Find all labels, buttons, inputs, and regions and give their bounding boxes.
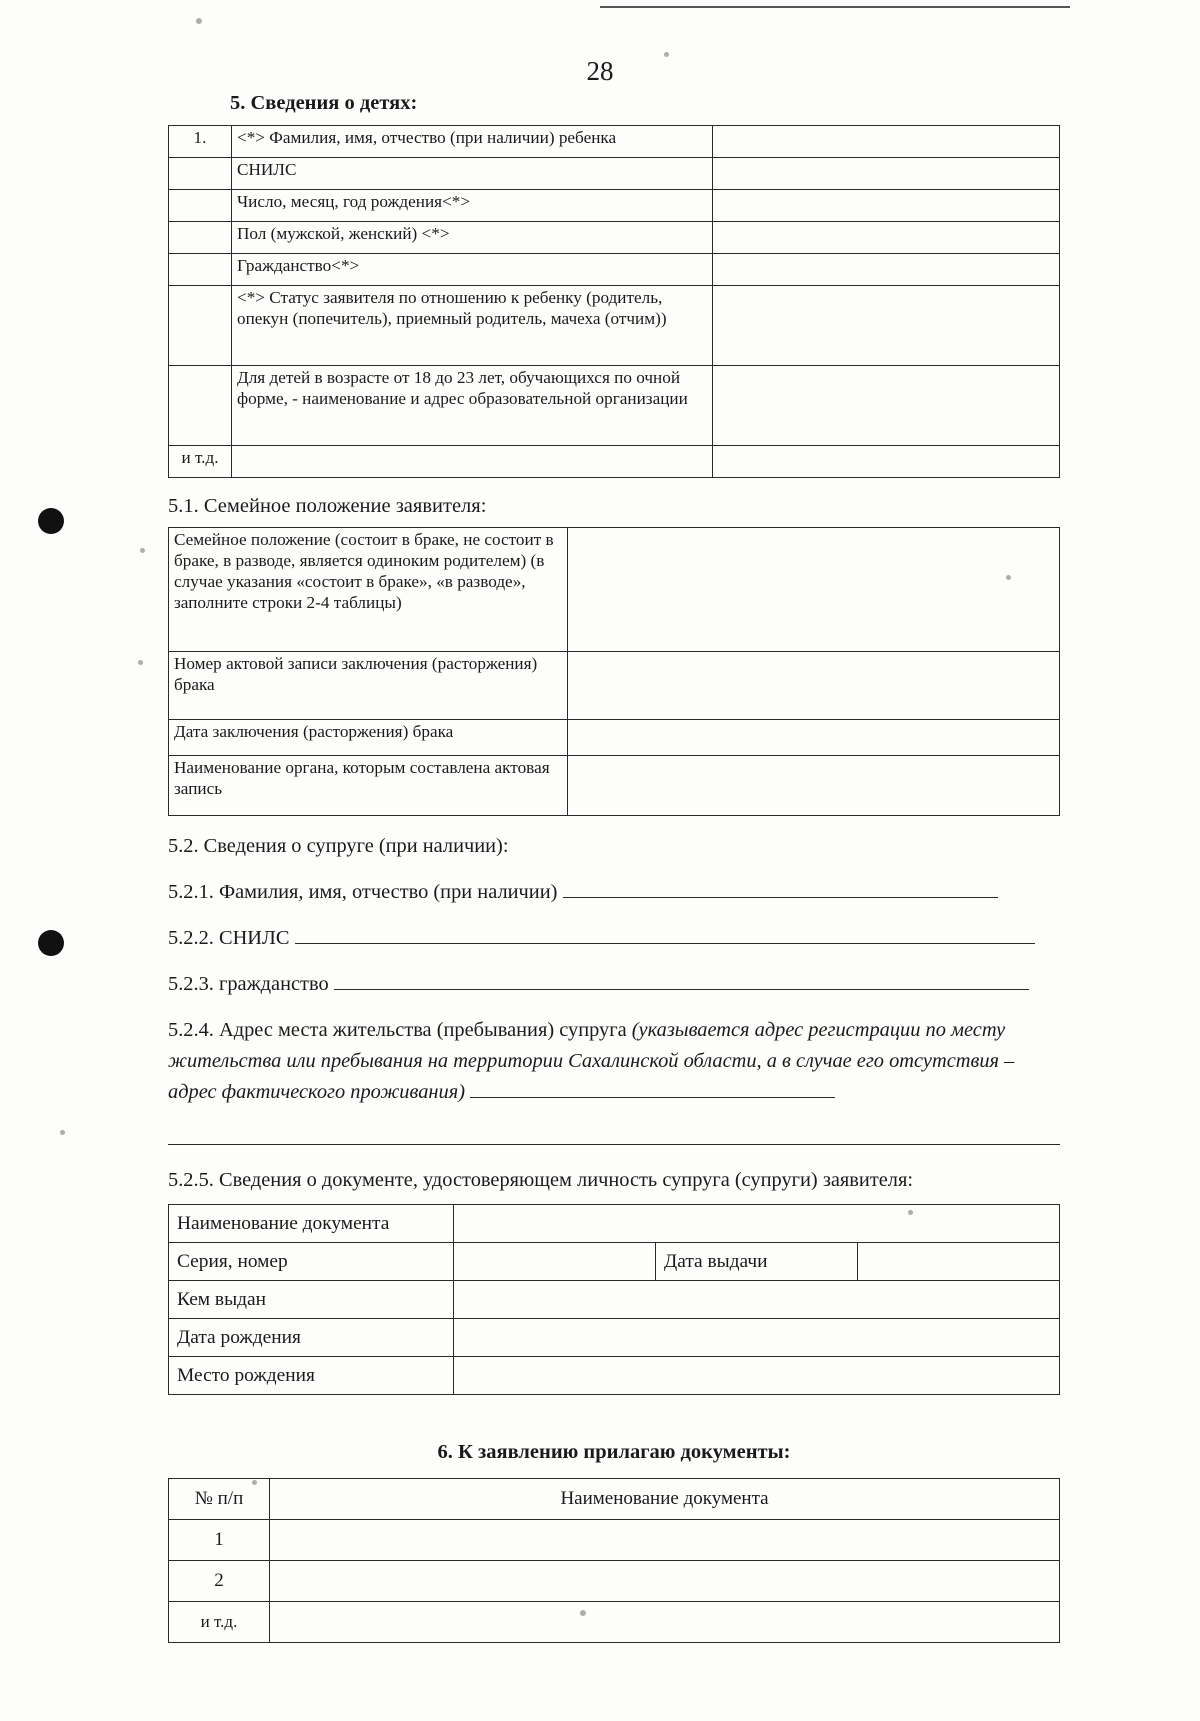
scan-speck (138, 660, 143, 665)
row-value[interactable] (713, 158, 1060, 190)
row-value[interactable] (568, 720, 1060, 756)
row-label: Пол (мужской, женский) <*> (232, 222, 713, 254)
table-row (169, 158, 1060, 190)
table-row (169, 652, 1060, 720)
row-value[interactable] (270, 1520, 1060, 1561)
row-label: Место рождения (169, 1357, 454, 1395)
row-label: Дата рождения (169, 1319, 454, 1357)
row-value[interactable] (454, 1319, 1060, 1357)
field-5-2-2-label: 5.2.2. СНИЛС (168, 927, 290, 950)
table-row (169, 286, 1060, 366)
column-header-document-name: Наименование документа (270, 1479, 1060, 1520)
row-label: Наименование органа, которым составлена актовая запись (169, 756, 568, 816)
row-label: Номер актовой записи заключения (расторжения) брака (169, 652, 568, 720)
row-number (169, 190, 232, 222)
row-value[interactable] (568, 528, 1060, 652)
row-value-2[interactable] (858, 1243, 1060, 1281)
table-row (169, 720, 1060, 756)
field-5-2-3-input[interactable] (334, 971, 1029, 990)
table-row (169, 1520, 1060, 1561)
field-5-2-1-label: 5.2.1. Фамилия, имя, отчество (при наличии) (168, 881, 558, 904)
marital-status-table (168, 527, 1060, 816)
table-row (169, 222, 1060, 254)
row-number (169, 222, 232, 254)
row-number (169, 366, 232, 446)
row-number (169, 286, 232, 366)
row-number: 1 (169, 1520, 270, 1561)
table-row (169, 190, 1060, 222)
table-row (169, 1281, 1060, 1319)
document-content (168, 92, 1060, 1643)
table-row (169, 528, 1060, 652)
row-number: 2 (169, 1561, 270, 1602)
column-header-number: № п/п (169, 1479, 270, 1520)
row-number: 1. (169, 126, 232, 158)
row-value[interactable] (568, 756, 1060, 816)
table-row (169, 366, 1060, 446)
table-row (169, 446, 1060, 478)
row-value[interactable] (713, 286, 1060, 366)
field-5-2-4-input-line2[interactable] (168, 1124, 1060, 1145)
binder-hole-bottom (38, 930, 64, 956)
row-value[interactable] (270, 1602, 1060, 1643)
row-value[interactable] (713, 126, 1060, 158)
row-label: Число, месяц, год рождения<*> (232, 190, 713, 222)
row-value[interactable] (713, 366, 1060, 446)
row-number (169, 254, 232, 286)
row-value[interactable] (713, 446, 1060, 478)
attached-documents-table (168, 1478, 1060, 1643)
row-number (169, 158, 232, 190)
row-label: <*> Фамилия, имя, отчество (при наличии) ребенка (232, 126, 713, 158)
binder-hole-top (38, 508, 64, 534)
field-5-2-4-label: 5.2.4. Адрес места жительства (пребывания) супруга (168, 1019, 627, 1042)
row-label: Семейное положение (состоит в браке, не состоит в браке, в разводе, является одиноким родителем) (в случае указания «состоит в браке», «в разводе», заполните строки 2-4 таблицы) (169, 528, 568, 652)
row-label: Дата заключения (расторжения) брака (169, 720, 568, 756)
table-row (169, 1357, 1060, 1395)
field-5-2-3 (168, 969, 1060, 1000)
row-label: СНИЛС (232, 158, 713, 190)
scan-speck (196, 18, 202, 24)
table-row (169, 1319, 1060, 1357)
field-5-2-4-input[interactable] (470, 1079, 835, 1098)
children-table (168, 125, 1060, 478)
scan-speck (60, 1130, 65, 1135)
row-value[interactable] (454, 1357, 1060, 1395)
table-header-row (169, 1479, 1060, 1520)
row-label (232, 446, 713, 478)
section-5-2-title: 5.2. Сведения о супруге (при наличии): (168, 835, 509, 857)
section-5-2-5-title: 5.2.5. Сведения о документе, удостоверяющем личность супруга (супруги) заявителя: (168, 1169, 914, 1192)
row-value[interactable] (454, 1281, 1060, 1319)
table-row (169, 254, 1060, 286)
section-6-title: 6. К заявлению прилагаю документы: (437, 1441, 791, 1464)
row-value[interactable] (713, 222, 1060, 254)
table-row (169, 756, 1060, 816)
field-5-2-2 (168, 923, 1060, 954)
field-5-2-1-input[interactable] (563, 879, 998, 898)
scan-artifact-top-line (600, 6, 1070, 8)
row-value[interactable] (568, 652, 1060, 720)
row-value[interactable] (713, 190, 1060, 222)
scan-speck (140, 548, 145, 553)
row-label: Серия, номер (169, 1243, 454, 1281)
page-number: 28 (586, 56, 614, 86)
table-row (169, 1602, 1060, 1643)
row-number: и т.д. (169, 1602, 270, 1643)
row-label: Гражданство<*> (232, 254, 713, 286)
row-number: и т.д. (169, 446, 232, 478)
section-5-1-title: 5.1. Семейное положение заявителя: (168, 495, 487, 517)
row-label-2: Дата выдачи (656, 1243, 858, 1281)
row-value[interactable] (713, 254, 1060, 286)
field-5-2-4-note: (указывается адрес регистрации по месту жительства или пребывания на территории Сахалинской области, а в случае его отсутствия – адрес фактического проживания) (168, 1019, 1015, 1104)
table-row (169, 126, 1060, 158)
row-label: Для детей в возрасте от 18 до 23 лет, обучающихся по очной форме, - наименование и адрес образовательной организации (232, 366, 713, 446)
row-value[interactable] (454, 1243, 656, 1281)
row-label: Кем выдан (169, 1281, 454, 1319)
field-5-2-4 (168, 1015, 1060, 1108)
table-row (169, 1243, 1060, 1281)
field-5-2-2-input[interactable] (295, 925, 1035, 944)
table-row (169, 1205, 1060, 1243)
field-5-2-3-label: 5.2.3. гражданство (168, 973, 329, 996)
table-row (169, 1561, 1060, 1602)
section-5-title: 5. Сведения о детях: (230, 92, 418, 114)
row-value[interactable] (454, 1205, 1060, 1243)
row-label: <*> Статус заявителя по отношению к ребенку (родитель, опекун (попечитель), приемный родитель, мачеха (отчим)) (232, 286, 713, 366)
row-value[interactable] (270, 1561, 1060, 1602)
spouse-document-table (168, 1204, 1060, 1395)
field-5-2-1 (168, 877, 1060, 908)
row-label: Наименование документа (169, 1205, 454, 1243)
